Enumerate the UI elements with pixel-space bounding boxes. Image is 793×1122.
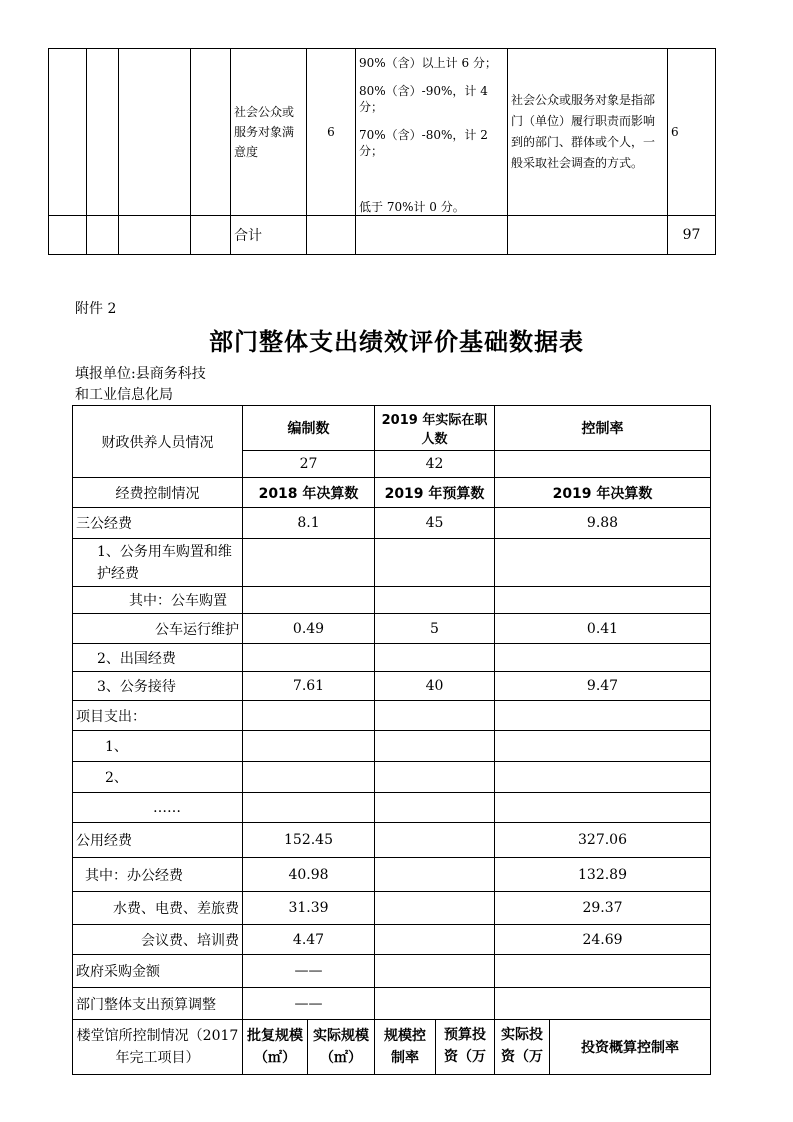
control-header-2019-final: 2019 年决算数 [495, 478, 711, 508]
blank-cell [49, 216, 87, 255]
row-value-2019-budget [375, 793, 495, 823]
indicator-score: 6 [668, 49, 716, 216]
row-value-2018: 31.39 [243, 892, 375, 925]
row-label: 1、 [73, 731, 243, 762]
building-header-investment-rate: 投资概算控制率 [550, 1020, 711, 1075]
row-value-2019-budget [375, 858, 495, 892]
row-label: 部门整体支出预算调整 [73, 988, 243, 1020]
row-value-2018: —— [243, 988, 375, 1020]
row-label: 水费、电费、差旅费 [73, 892, 243, 925]
row-value-2019-final: 132.89 [495, 858, 711, 892]
row-value-2019-budget [375, 731, 495, 762]
blank-cell [49, 49, 87, 216]
row-label: 公车运行维护 [73, 614, 243, 644]
blank-cell [119, 216, 191, 255]
row-value-2018 [243, 793, 375, 823]
row-value-2019-final: 9.88 [495, 508, 711, 539]
staff-header-actual: 2019 年实际在职人数 [375, 406, 495, 451]
blank-cell [191, 49, 231, 216]
row-value-2019-final: 29.37 [495, 892, 711, 925]
row-value-2019-budget [375, 539, 495, 587]
row-value-2019-budget [375, 925, 495, 955]
control-label: 经费控制情况 [73, 478, 243, 508]
blank-cell [307, 216, 356, 255]
row-value-2018: 7.61 [243, 672, 375, 701]
row-value-2018: —— [243, 955, 375, 988]
criteria-line: 70%（含）-80%，计 2 分； [359, 128, 488, 158]
row-value-2018: 0.49 [243, 614, 375, 644]
blank-cell [87, 216, 119, 255]
row-value-2018 [243, 701, 375, 731]
indicator-weight: 6 [307, 49, 356, 216]
row-label: 2、 [73, 762, 243, 793]
staff-header-quota: 编制数 [243, 406, 375, 451]
row-value-2018 [243, 644, 375, 672]
reporting-unit [75, 364, 206, 406]
row-value-2019-budget [375, 701, 495, 731]
row-value-2019-final [495, 793, 711, 823]
building-header-actual-scale: 实际规模（㎡） [308, 1020, 375, 1075]
row-value-2019-budget [375, 823, 495, 858]
row-value-2019-final [495, 988, 711, 1020]
attachment-label: 附件 2 [75, 301, 117, 317]
row-value-2019-budget: 5 [375, 614, 495, 644]
row-value-2019-final [495, 731, 711, 762]
row-label: 政府采购金额 [73, 955, 243, 988]
row-value-2019-final: 327.06 [495, 823, 711, 858]
building-header-approved-scale: 批复规模（㎡） [243, 1020, 308, 1075]
row-value-2019-budget [375, 892, 495, 925]
blank-cell [87, 49, 119, 216]
row-value-2018: 152.45 [243, 823, 375, 858]
row-value-2018 [243, 731, 375, 762]
blank-cell [508, 216, 668, 255]
indicator-name: 社会公众或服务对象满意度 [231, 49, 307, 216]
staff-header-rate: 控制率 [495, 406, 711, 451]
blank-cell [356, 216, 508, 255]
performance-data-table [72, 405, 711, 1075]
row-label: …… [73, 793, 243, 823]
criteria-line: 90%（含）以上计 6 分； [359, 56, 497, 70]
row-value-2019-budget: 45 [375, 508, 495, 539]
row-label: 会议费、培训费 [73, 925, 243, 955]
building-header-actual-investment: 实际投资（万 [495, 1020, 550, 1075]
criteria-line: 80%（含）-90%，计 4 分； [359, 84, 488, 114]
row-value-2019-final [495, 955, 711, 988]
criteria-line: 低于 70%计 0 分。 [359, 200, 465, 214]
row-value-2018 [243, 762, 375, 793]
row-value-2019-final [495, 587, 711, 614]
total-label: 合计 [231, 216, 307, 255]
row-value-2019-final: 9.47 [495, 672, 711, 701]
scoring-criteria [356, 49, 508, 216]
row-label: 其中：办公经费 [73, 858, 243, 892]
row-value-2018 [243, 539, 375, 587]
row-label: 其中：公车购置 [73, 587, 243, 614]
row-value-2019-budget: 40 [375, 672, 495, 701]
row-value-2018: 4.47 [243, 925, 375, 955]
blank-cell [119, 49, 191, 216]
page-title: 部门整体支出绩效评价基础数据表 [209, 328, 584, 356]
row-value-2019-final [495, 644, 711, 672]
staff-quota-value: 27 [243, 451, 375, 478]
staff-label: 财政供养人员情况 [73, 406, 243, 478]
row-value-2019-final: 24.69 [495, 925, 711, 955]
scoring-table [48, 48, 716, 255]
row-value-2019-budget [375, 988, 495, 1020]
building-header-budget-investment: 预算投资（万 [436, 1020, 495, 1075]
blank-cell [191, 216, 231, 255]
row-value-2019-final [495, 539, 711, 587]
row-value-2018: 8.1 [243, 508, 375, 539]
reporting-unit-line: 填报单位:县商务科技 [75, 366, 206, 382]
row-value-2019-final [495, 701, 711, 731]
row-label: 1、公务用车购置和维护经费 [73, 539, 243, 587]
row-label: 3、公务接待 [73, 672, 243, 701]
control-header-2019-budget: 2019 年预算数 [375, 478, 495, 508]
building-label: 楼堂馆所控制情况（2017 年完工项目） [73, 1020, 243, 1075]
staff-actual-value: 42 [375, 451, 495, 478]
control-header-2018: 2018 年决算数 [243, 478, 375, 508]
row-value-2019-budget [375, 644, 495, 672]
row-value-2019-budget [375, 955, 495, 988]
total-score: 97 [668, 216, 716, 255]
reporting-unit-line: 和工业信息化局 [75, 387, 173, 403]
row-value-2018: 40.98 [243, 858, 375, 892]
row-value-2018 [243, 587, 375, 614]
row-value-2019-budget [375, 587, 495, 614]
row-value-2019-final: 0.41 [495, 614, 711, 644]
indicator-description: 社会公众或服务对象是指部门（单位）履行职责而影响到的部门、群体或个人，一般采取社会调查的方式。 [508, 49, 668, 216]
row-label: 三公经费 [73, 508, 243, 539]
row-label: 项目支出： [73, 701, 243, 731]
row-label: 公用经费 [73, 823, 243, 858]
building-header-scale-rate: 规模控制率 [375, 1020, 436, 1075]
row-value-2019-budget [375, 762, 495, 793]
row-label: 2、出国经费 [73, 644, 243, 672]
staff-rate-value [495, 451, 711, 478]
row-value-2019-final [495, 762, 711, 793]
